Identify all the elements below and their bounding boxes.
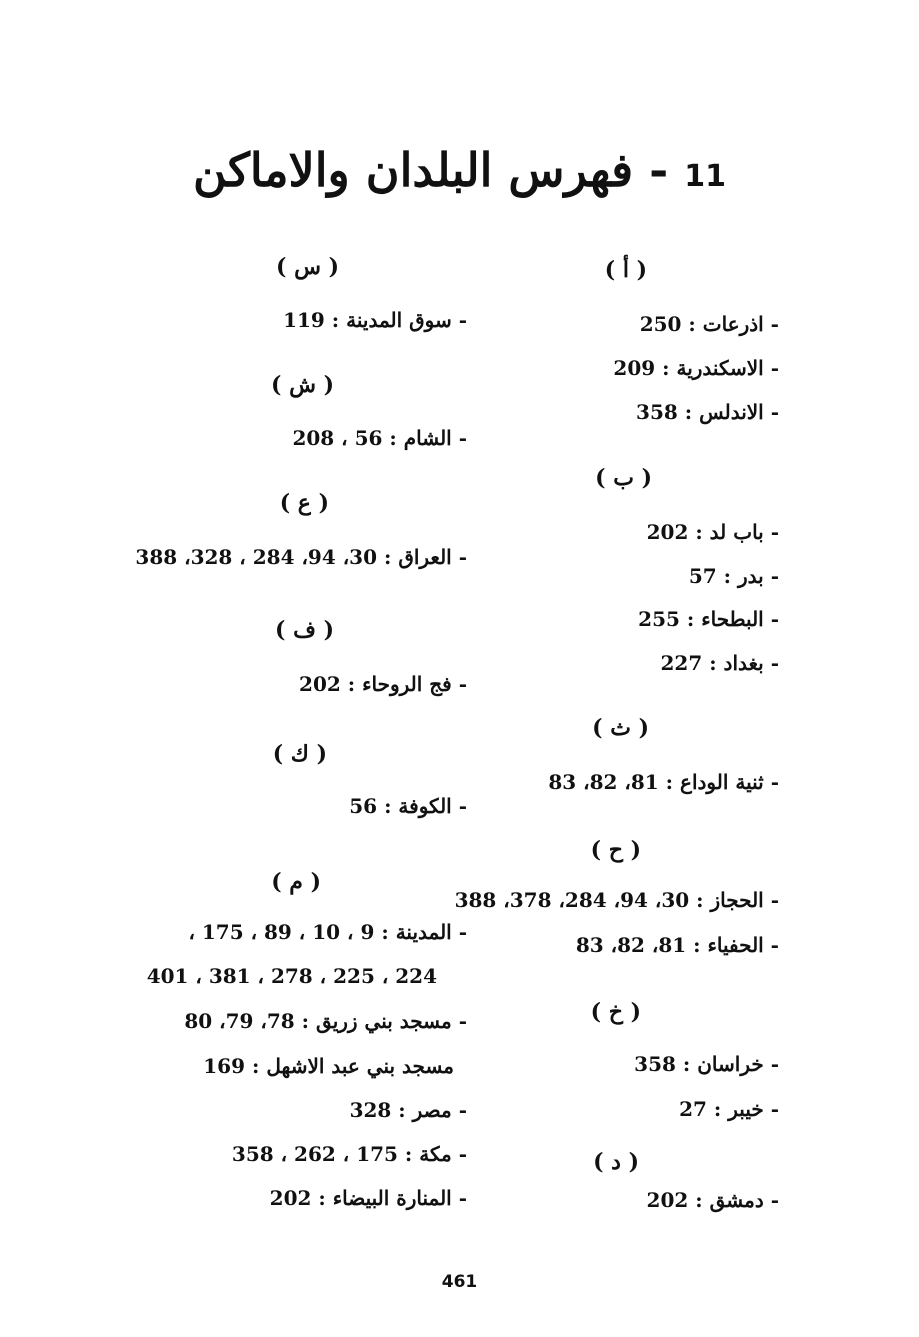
index-entry-madina-cont: 224 ، 225 ، 278 ، 381 ، 401 — [146, 964, 437, 988]
index-entry-madina: - المدينة : 9 ، 10 ، 89 ، 175 ، — [188, 920, 467, 944]
section-header-alif: ( أ ) — [604, 257, 647, 283]
index-entry-badr: - بدر : 57 — [688, 564, 779, 588]
index-entry-adhriat: - اذرعات : 250 — [639, 312, 779, 336]
page-number: 461 — [441, 1272, 478, 1292]
index-entry-thaniyat: - ثنية الوداع : 81، 82، 83 — [548, 770, 779, 794]
index-entry-khurasan: - خراسان : 358 — [634, 1052, 779, 1076]
index-entry-makka: - مكة : 175 ، 262 ، 358 — [231, 1142, 467, 1166]
section-header-kha: ( خ ) — [590, 999, 641, 1025]
section-header-sin: ( س ) — [276, 254, 339, 280]
index-entry-masjid-ashhal: مسجد بني عبد الاشهل : 169 — [203, 1054, 454, 1078]
index-entry-bab-lud: - باب لد : 202 — [646, 520, 779, 544]
index-entry-souq-madina: - سوق المدينة : 119 — [283, 308, 467, 332]
page-title — [0, 135, 919, 212]
section-header-ain: ( ع ) — [279, 490, 329, 516]
title-text: فهرس البلدان والاماكن — [192, 143, 634, 197]
index-entry-masjid-zurayq: - مسجد بني زريق : 78، 79، 80 — [184, 1009, 467, 1033]
index-entry-alexandria: - الاسكندرية : 209 — [613, 356, 779, 380]
section-header-ha: ( ح ) — [590, 837, 641, 863]
index-entry-manara: - المنارة البيضاء : 202 — [269, 1186, 467, 1210]
section-header-dal: ( د ) — [593, 1149, 639, 1175]
index-entry-kufa: - الكوفة : 56 — [349, 794, 467, 818]
index-entry-dimashq: - دمشق : 202 — [646, 1188, 779, 1212]
section-header-tha: ( ث ) — [592, 715, 649, 741]
section-header-kaf: ( ك ) — [272, 741, 327, 767]
index-entry-iraq: - العراق : 30، 94، 284 ، 328، 388 — [135, 545, 467, 569]
index-entry-hafya: - الحفياء : 81، 82، 83 — [575, 933, 779, 957]
index-entry-sham: - الشام : 56 ، 208 — [292, 426, 467, 450]
section-header-shin: ( ش ) — [271, 372, 334, 398]
section-header-ba: ( ب ) — [595, 465, 652, 491]
index-entry-andalus: - الاندلس : 358 — [636, 400, 779, 424]
index-entry-khaybar: - خيبر : 27 — [679, 1097, 779, 1121]
title-number: 11 — [684, 159, 727, 194]
index-entry-baghdad: - بغداد : 227 — [660, 651, 779, 675]
index-entry-hijaz: - الحجاز : 30، 94، 284، 378، 388 — [454, 888, 779, 912]
index-entry-batha: - البطحاء : 255 — [638, 607, 779, 631]
index-entry-fajj-rawha: - فج الروحاء : 202 — [299, 672, 467, 696]
title-dash: - — [649, 143, 669, 197]
section-header-fa: ( ف ) — [275, 617, 334, 643]
section-header-mim: ( م ) — [271, 869, 321, 895]
index-entry-misr: - مصر : 328 — [349, 1098, 467, 1122]
